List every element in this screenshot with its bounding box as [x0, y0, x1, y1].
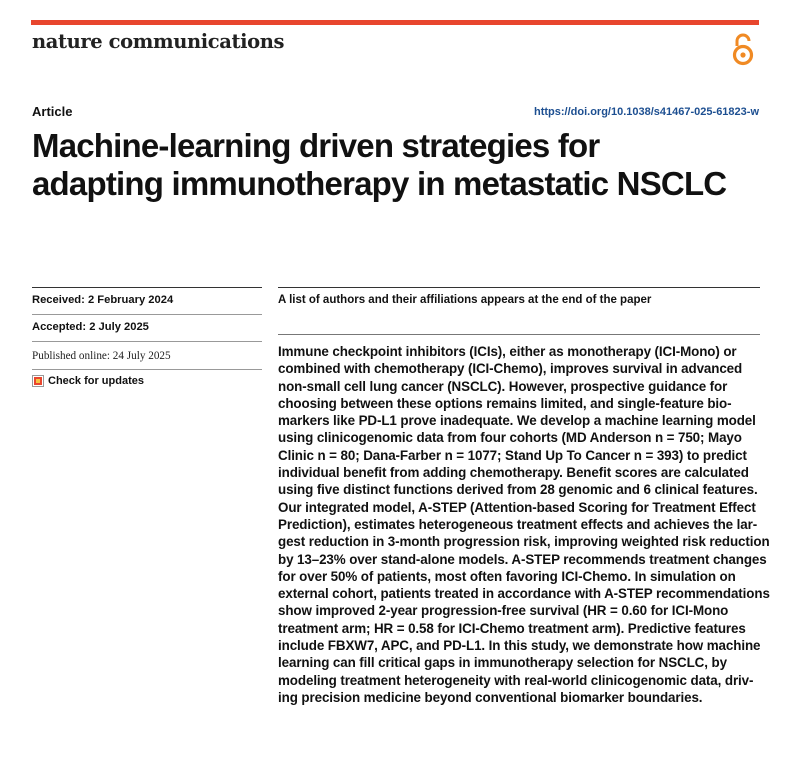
- article-title: Machine-learning driven strategies for adapting immunotherapy in metastatic NSCLC: [32, 127, 727, 202]
- top-accent-rule: [31, 20, 759, 25]
- article-type: Article: [32, 104, 73, 119]
- accepted-date: Accepted: 2 July 2025: [32, 321, 149, 333]
- abstract-line: individual benefit from adding chemotherapy. Benefit scores are calculated: [278, 465, 749, 481]
- divider: [278, 334, 760, 335]
- check-for-updates-button[interactable]: [32, 375, 144, 387]
- abstract-line: treatment arm; HR = 0.58 for ICI-Chemo treatment arm). Predictive features: [278, 620, 746, 636]
- published-date: Published online: 24 July 2025: [32, 350, 171, 362]
- abstract-line: combined with chemotherapy (ICI-Chemo), improves survival in advanced: [278, 361, 743, 377]
- abstract-line: for over 50% of patients, most often favoring ICI-Chemo. In simulation on: [278, 568, 736, 584]
- divider: [278, 287, 760, 288]
- check-for-updates-icon: [32, 375, 44, 387]
- abstract: [278, 343, 770, 706]
- abstract-line: ing precision medicine beyond conventional biomarker boundaries.: [278, 689, 703, 705]
- authors-affiliation-note: A list of authors and their affiliations appears at the end of the paper: [278, 294, 652, 306]
- abstract-line: gest reduction in 3-month progression risk, improving weighted risk reduction: [278, 534, 770, 550]
- divider: [32, 287, 262, 288]
- received-date: Received: 2 February 2024: [32, 294, 174, 306]
- abstract-line: Clinic n = 80; Dana-Farber n = 1077; Stand Up To Cancer n = 393) to predict: [278, 447, 747, 463]
- abstract-line: include FBXW7, APC, and PD-L1. In this study, we demonstrate how machine: [278, 638, 761, 654]
- abstract-line: learning can fill critical gaps in immunotherapy selection for NSCLC, by: [278, 655, 727, 671]
- abstract-line: using five distinct functions derived from 28 genomic and 6 clinical features.: [278, 482, 758, 498]
- divider: [32, 314, 262, 315]
- abstract-line: Prediction), estimates heterogeneous treatment effects and achieves the lar-: [278, 516, 758, 532]
- abstract-line: show improved 2-year progression-free survival (HR = 0.60 for ICI-Mono: [278, 603, 729, 619]
- check-for-updates-label: Check for updates: [48, 375, 144, 387]
- abstract-line: Immune checkpoint inhibitors (ICIs), either as monotherapy (ICI-Mono) or: [278, 344, 737, 359]
- open-access-icon[interactable]: [731, 32, 755, 66]
- divider: [32, 341, 262, 342]
- abstract-line: markers like PD-L1 prove inadequate. We develop a machine learning model: [278, 413, 756, 429]
- abstract-line: by 13–23% over stand-alone models. A-STEP recommends treatment changes: [278, 551, 767, 567]
- doi-link[interactable]: https://doi.org/10.1038/s41467-025-61823-w: [534, 106, 759, 118]
- abstract-line: modeling treatment heterogeneity with real-world clinicogenomic data, driv-: [278, 672, 754, 688]
- abstract-line: choosing between these options remains limited, and single-feature bio-: [278, 395, 732, 411]
- abstract-line: using clinicogenomic data from four cohorts (MD Anderson n = 750; Mayo: [278, 430, 742, 446]
- divider: [32, 369, 262, 370]
- abstract-line: external cohort, patients treated in accordance with A-STEP recommendations: [278, 586, 770, 602]
- abstract-line: non-small cell lung cancer (NSCLC). However, prospective guidance for: [278, 378, 728, 394]
- journal-name: nature communications: [32, 30, 285, 53]
- abstract-line: Our integrated model, A-STEP (Attention-based Scoring for Treatment Effect: [278, 499, 756, 515]
